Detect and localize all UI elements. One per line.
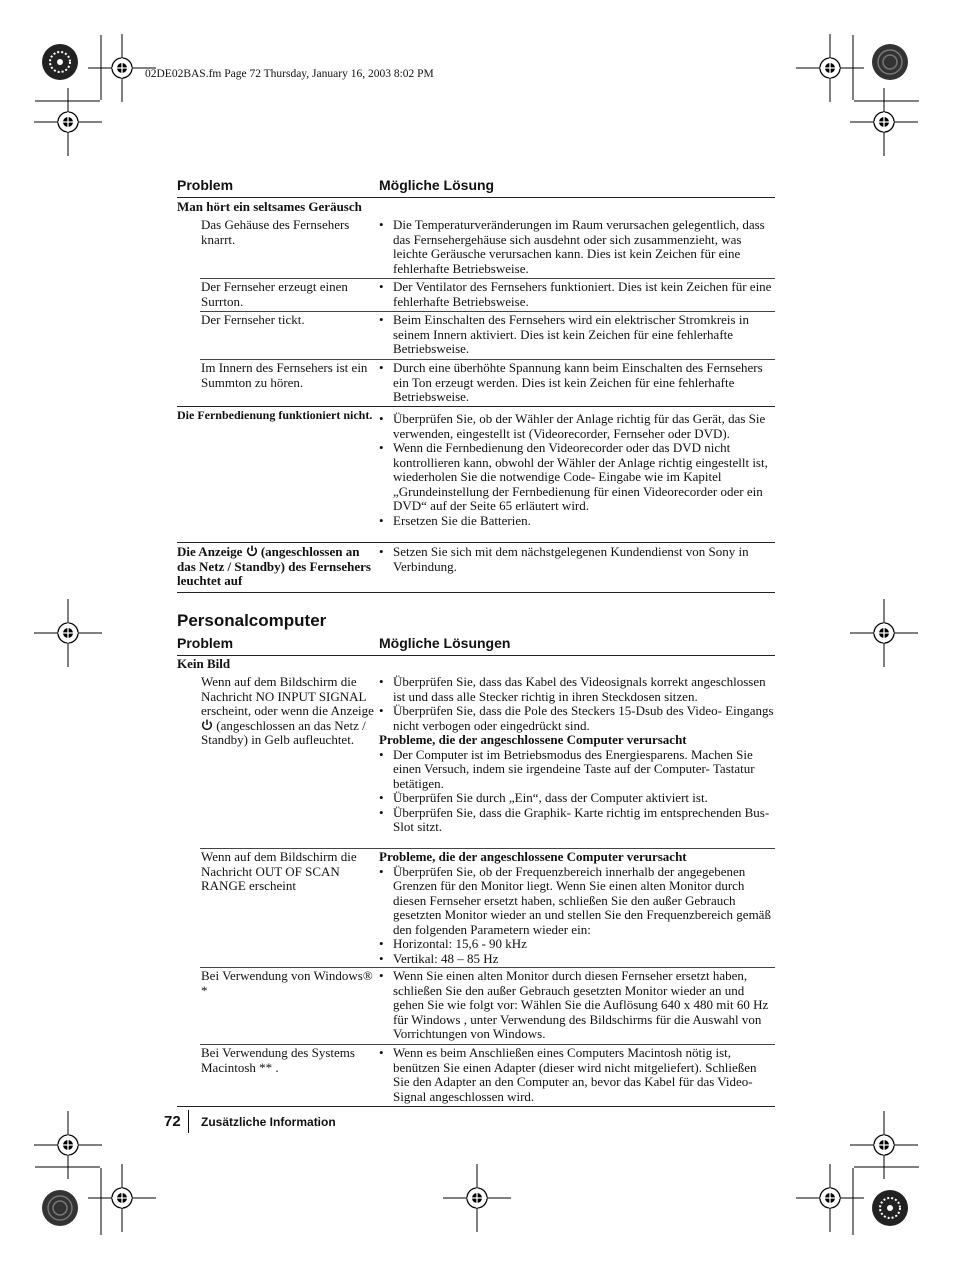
subheading: Probleme, die der angeschlossene Computer verursacht [379,849,687,864]
power-icon [246,545,258,557]
bullet-icon: • [379,360,384,375]
bullet-text: Überprüfen Sie, dass das Kabel des Videosignals korrekt angeschlossen ist und dass alle Stecker richtig in ihren Steckdosen sitzen. [393,674,766,704]
problem-cell: Wenn auf dem Bildschirm die Nachricht OUT OF SCAN RANGE erscheint [201,849,357,893]
bullet-text: Ersetzen Sie die Batterien. [393,512,531,528]
starburst-top-left [42,44,78,80]
solution-cell [379,545,775,574]
bullet-icon: • [379,312,384,327]
bullet-text: Wenn Sie einen alten Monitor durch diesen Fernseher ersetzt haben, schließen Sie den außer Gebrauch gesetzten Monitor wieder an und gehen Sie wie folgt vor: Wählen Sie die Auflösung 640 x 480 mit 60 Hz für Windows , unter Verwendung des Bildschirms für die Auswahl von Vorrichtungen von Windows. [393,968,769,1041]
problem-cell: Im Innern des Fernsehers ist ein Summton zu hören. [201,360,368,390]
group-divider [177,542,775,543]
solution-cell [379,313,775,357]
bullet-icon: • [379,804,384,820]
bullet-text: Die Temperaturveränderungen im Raum verursachen gelegentlich, dass das Fernsehergehäuse sich ausdehnt oder sich zusammenzieht, was leichte Geräusche verursachen kann. Dies ist kein Zeichen für eine fehlerhafte Betriebsweise. [393,217,765,276]
bullet-icon: • [379,968,384,983]
bullet-text: Der Ventilator des Fernsehers funktioniert. Dies ist kein Zeichen für eine fehlerhafte Betriebsweise. [393,279,772,309]
solution-cell [379,1046,775,1104]
footer-section-label: Zusätzliche Information [201,1115,336,1129]
bullet-icon: • [379,863,384,879]
power-icon [201,719,213,731]
column-header-problem: Problem [177,635,234,651]
bullet-icon: • [379,703,384,718]
file-info-header: 02DE02BAS.fm Page 72 Thursday, January 16, 2003 8:02 PM [145,68,434,80]
bullet-text: Überprüfen Sie, dass die Pole des Steckers 15-Dsub des Video- Eingangs nicht verbogen oder eingedrückt sind. [393,703,774,733]
solution-cell [379,412,775,528]
bullet-icon: • [379,411,384,426]
bullet-icon: • [379,950,384,966]
bullet-text: Setzen Sie sich mit dem nächstgelegenen Kundendienst von Sony in Verbindung. [393,544,749,574]
table-end-rule [177,592,775,593]
bullet-text: Durch eine überhöhte Spannung kann beim Einschalten des Fernsehers ein Ton erzeugt werden. Dies ist kein Zeichen für eine fehlerhafte Betriebsweise. [393,360,763,404]
problem-cell: Wenn auf dem Bildschirm die Nachricht NO INPUT SIGNAL erscheint, oder wenn die Anzeige (angeschlossen an das Netz / Standby) in Gelb aufleuchtet. [201,674,374,747]
bullet-text: Wenn es beim Anschließen eines Computers Macintosh nötig ist, benützen Sie einen Adapter (dieser wird nicht mitgeliefert). Schließen Sie den Adapter an den Computer an, bevor das Kabel für das Video- Signal angeschlossen wird. [393,1045,757,1104]
column-header-solution: Mögliche Lösungen [379,635,511,651]
solution-cell [379,280,775,309]
starburst-top-right [872,44,908,80]
bullet-icon: • [379,936,384,951]
page-number: 72 [164,1113,181,1130]
bullet-text: Überprüfen Sie, dass die Graphik- Karte richtig im entsprechenden Bus- Slot sitzt. [393,804,770,834]
group-title-indicator: Die Anzeige (angeschlossen an das Netz / Standby) des Fernsehers leuchtet auf [177,544,371,588]
group-title-remote: Die Fernbedienung funktioniert nicht. [177,408,373,422]
problem-cell: Bei Verwendung des Systems Macintosh ** . [201,1045,355,1075]
column-header-problem: Problem [177,177,234,193]
solution-cell [379,361,775,405]
group-title-noise: Man hört ein seltsames Geräusch [177,199,362,214]
problem-cell: Das Gehäuse des Fernsehers knarrt. [201,217,350,247]
footer-divider [188,1110,189,1133]
table-end-rule [177,1106,775,1107]
bullet-icon: • [379,217,384,232]
section-title-personalcomputer: Personalcomputer [177,611,327,630]
solution-cell [379,969,775,1042]
bullet-icon: • [379,440,384,455]
column-header-solution: Mögliche Lösung [379,177,495,193]
table-header-rule [177,655,775,656]
bullet-icon: • [379,512,384,528]
starburst-bottom-left [42,1190,78,1226]
solution-cell [379,850,775,966]
bullet-text: Vertikal: 48 – 85 Hz [393,950,499,966]
problem-cell: Der Fernseher erzeugt einen Surrton. [201,279,348,309]
problem-cell: Bei Verwendung von Windows® * [201,968,373,998]
group-divider [177,406,775,407]
bullet-text: Überprüfen Sie, ob der Frequenzbereich innerhalb der angegebenen Grenzen für den Monitor liegt. Wenn Sie einen alten Monitor durch diesen Fernseher ersetzt haben, schließen Sie den außer Gebrauch gesetzten Monitor wieder an und stellen Sie den Frequenzbereich gemäß den folgenden Parametern wieder ein: [393,863,771,937]
table-header-rule [177,197,775,198]
bullet-icon: • [379,674,384,689]
bullet-icon: • [379,790,384,805]
bullet-icon: • [379,1045,384,1060]
solution-cell [379,218,775,276]
bullet-text: Der Computer ist im Betriebsmodus des Energiesparens. Machen Sie einen Versuch, indem sie irgendeine Taste auf der Computer- Tastatur betätigen. [393,746,755,791]
bullet-text: Horizontal: 15,6 - 90 kHz [393,936,527,951]
starburst-bottom-right [872,1190,908,1226]
solution-cell [379,675,775,835]
bullet-text: Überprüfen Sie durch „Ein“, dass der Computer aktiviert ist. [393,790,708,805]
problem-cell: Der Fernseher tickt. [201,312,305,327]
bullet-icon: • [379,279,384,294]
bullet-icon: • [379,746,384,762]
bullet-text: Wenn die Fernbedienung den Videorecorder oder das DVD nicht kontrollieren kann, obwohl der Wähler der Anlage richtig eingestellt ist, wiederholen Sie die notwendige Code- Eingabe wie im Kapitel „Grundeinstellung der Fernbedienung für einen Videorecorder oder ein DVD“ auf der Seite 65 erläutert wird. [393,440,768,513]
group-title-no-picture: Kein Bild [177,656,231,671]
bullet-text: Beim Einschalten des Fernsehers wird ein elektrischer Stromkreis in seinem Innern aktiviert. Dies ist kein Zeichen für eine fehlerhafte Betriebsweise. [393,312,749,356]
bullet-text: Überprüfen Sie, ob der Wähler der Anlage richtig für das Gerät, das Sie verwenden, eingestellt ist (Videorecorder, Fernseher oder DVD). [393,411,766,441]
subheading: Probleme, die der angeschlossene Computer verursacht [379,732,687,747]
bullet-icon: • [379,544,384,559]
